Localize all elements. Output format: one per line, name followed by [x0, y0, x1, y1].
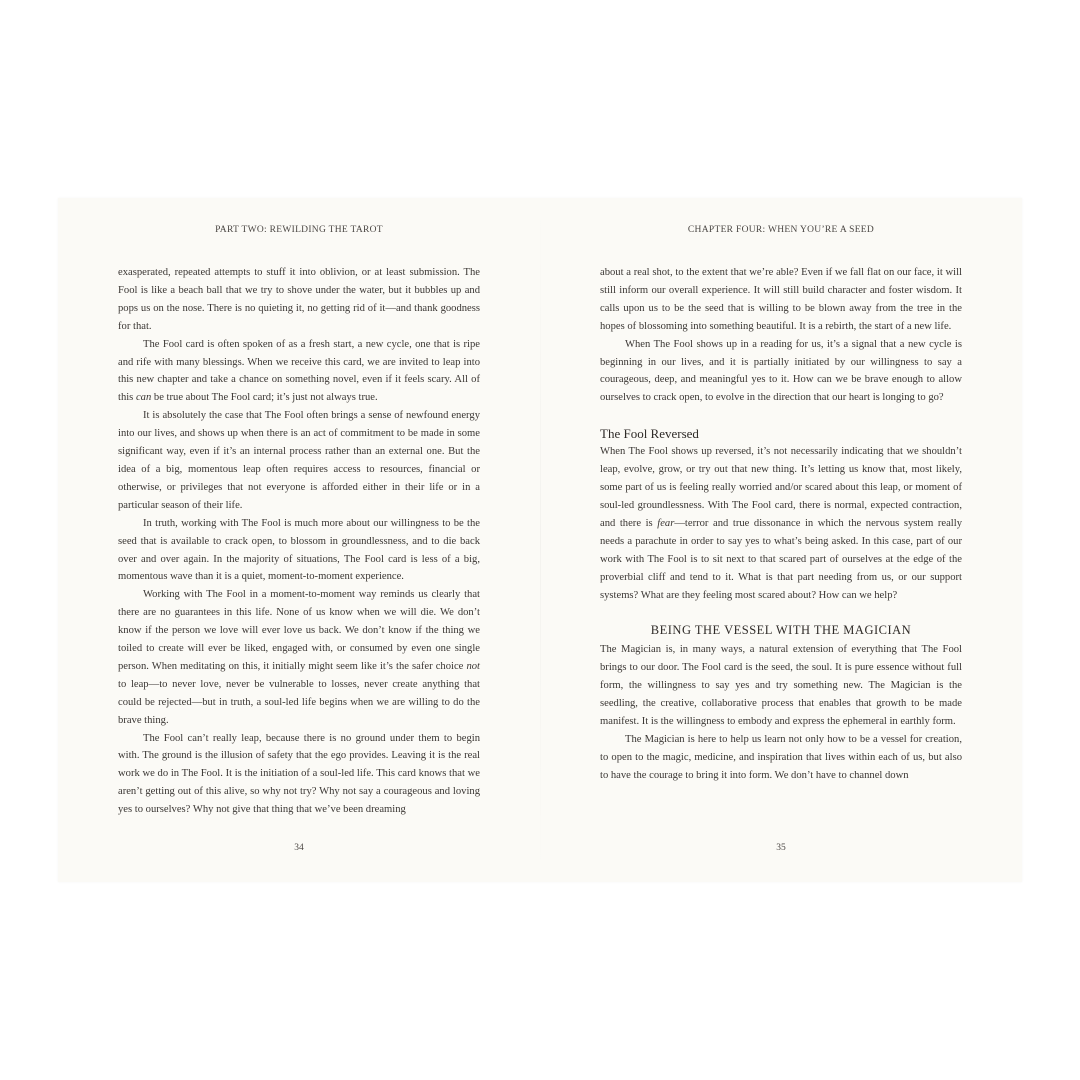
paragraph: about a real shot, to the extent that we’re able? Even if we fall flat on our face, it will still inform our overall experience. It will still build character and foster wisdom. It calls upon us to be the seed that is willing to be blown away from the tree in the hopes of blossoming into something beautiful. It is a rebirth, the start of a new life.: [600, 267, 962, 332]
page-body: [600, 264, 962, 785]
paragraph: Working with The Fool in a moment-to-moment way reminds us clearly that there are no guarantees in this life. None of us know when we will die. We don’t know if the person we love will ever love us back. We don’t know if the thing we toiled to create will ever be liked, engaged with, or consumed by even one single person. When meditating on this, it initially might seem like it’s the safer choice not to leap—to never love, never be vulnerable to losses, never create anything that could be rejected—but in truth, a soul-led life begins when we are willing to do the brave thing.: [118, 589, 480, 726]
paragraph: When The Fool shows up reversed, it’s not necessarily indicating that we shouldn’t leap, evolve, grow, or try out that new thing. It’s letting us know that, most likely, some part of us is feeling really worried and/or scared about this leap, or moment of soul-led groundlessness. With The Fool card, there is normal, expected contraction, and there is fear—terror and true dissonance in which the nervous system really needs a parachute in order to say yes to what’s being asked. In this case, part of our work with The Fool is to sit next to that scared part of ourselves at the edge of the proverbial cliff and tend to it. What is that part needing from us, or our support systems? What are they feeling most scared about? How can we help?: [600, 446, 962, 601]
paragraph: The Fool can’t really leap, because there is no ground under them to begin with. The ground is the illusion of safety that the ego provides. Leaving it is the real work we do in The Fool. It is the initiation of a soul-led life. This card knows that we aren’t getting out of this alive, so why not try? Why not say a courageous and loving yes to ourselves? Why not give that thing that we’ve been dreaming: [118, 732, 480, 816]
paragraph: The Magician is, in many ways, a natural extension of everything that The Fool brings to our door. The Fool card is the seed, the soul. It is pure essence without full form, the willingness to say yes and try something new. The Magician is the seedling, the creative, collaborative process that enables that growth to be made manifest. It is the willingness to embody and express the ephemeral in earthly form.: [600, 644, 962, 727]
running-head: PART TWO: REWILDING THE TAROT: [215, 225, 383, 235]
paragraph: In truth, working with The Fool is much more about our willingness to be the seed that is available to crack open, to blossom in groundlessness, and to die back over and over again. In the majority of situations, The Fool card is less of a big, momentous wave than it is a quiet, moment-to-moment experience.: [118, 517, 480, 583]
running-head: CHAPTER FOUR: WHEN YOU’RE A SEED: [687, 225, 875, 235]
page-body: [118, 264, 480, 819]
paragraph: The Fool card is often spoken of as a fresh start, a new cycle, one that is ripe and rife with many blessings. When we receive this card, we are invited to leap into this new chapter and take a chance on something novel, even if it feels scary. All of this can be true about The Fool card; it’s just not always true.: [118, 338, 480, 404]
right-page: [600, 198, 962, 882]
subheading: The Fool Reversed: [600, 426, 699, 442]
paragraph: It is absolutely the case that The Fool often brings a sense of newfound energy into our lives, and shows up when there is an act of commitment to be made in some significant way, even if it’s an internal process rather than an external one. But the idea of a big, momentous leap often requires access to resources, financial or otherwise, or privileges that not everyone is afforded either in their life or in a particular season of their life.: [118, 410, 480, 511]
book-spread: [58, 198, 1022, 882]
paragraph: When The Fool shows up in a reading for us, it’s a signal that a new cycle is beginning in our lives, and it is partially initiated by our willingness to say a courageous, deep, and meaningful yes to it. How can we be brave enough to allow ourselves to crack open, to evolve in the direction that our heart is longing to go?: [600, 338, 962, 404]
left-page: [118, 198, 480, 882]
gutter: [540, 198, 541, 882]
page-number: 34: [294, 843, 304, 853]
section-heading: BEING THE VESSEL WITH THE MAGICIAN: [650, 623, 912, 638]
paragraph: The Magician is here to help us learn not only how to be a vessel for creation, to open to the magic, medicine, and inspiration that lives within each of us, but also to have the courage to bring it into form. We don’t have to channel down: [600, 733, 962, 781]
paragraph: exasperated, repeated attempts to stuff it into oblivion, or at least submission. The Fool is like a beach ball that we try to shove under the water, but it bubbles up and pops us on the nose. There is no quieting it, no getting rid of it—and thank goodness for that.: [118, 267, 480, 332]
page-number: 35: [776, 843, 786, 853]
